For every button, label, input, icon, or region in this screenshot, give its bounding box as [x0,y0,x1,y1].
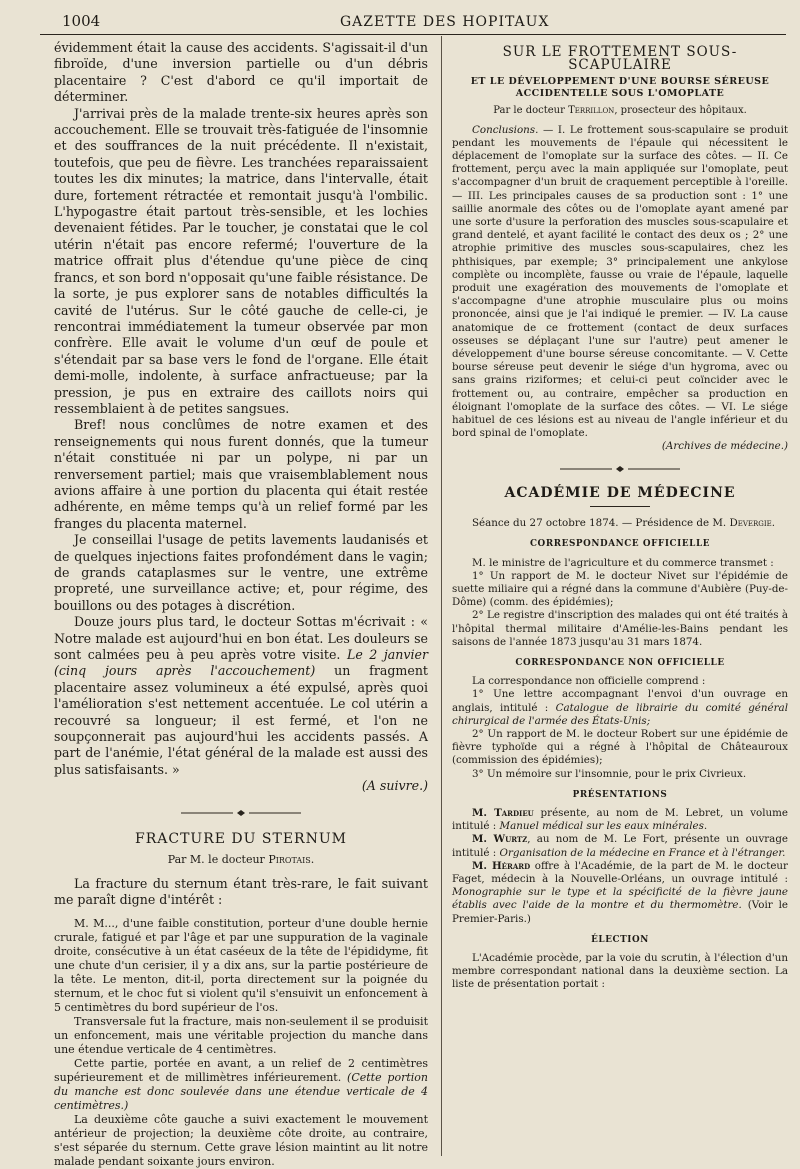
paragraph: M. M..., d'une faible constitution, porteur d'une double hernie crurale, fatigué et par l'âge et par une suppuration de la vaginale droite, consécutive à un état caséeux de la tête de l'épididyme, fit une chute d'un cerisier, il y a dix ans, sur la partie postérieure de la tête. Le menton, dit-il, porta directement sur la poignée du sternum, et le choc fut si violent qu'il s'ensuivit un enfoncement à 5 centimètres du bord supérieur de l'os. [54,916,428,1014]
member-name: M. Wurtz [472,833,528,846]
member-name: M. Tardieu [472,806,534,819]
ornament-divider [452,464,788,477]
article-title: SUR LE FROTTEMENT SOUS-SCAPULAIRE [502,44,738,74]
paragraph [452,860,788,926]
president-name: Devergie. [729,517,775,530]
subsection-heading: CORRESPONDANCE NON OFFICIELLE [515,657,725,668]
italic-run: Monographie sur le type et la spécificité de la fièvre jaune établis avec l'aide de la montre et du thermomètre. [452,886,788,912]
left-column [54,40,428,1168]
paragraph [452,124,788,441]
article-title: FRACTURE DU STERNUM [135,831,347,848]
paragraph [452,833,788,859]
paragraph: La correspondance non officielle comprend : [472,675,706,688]
article-subtitle: ET LE DÉVELOPPEMENT D'UNE BOURSE SÉREUSE ACCIDENTELLE SOUS L'OMOPLATE [470,76,770,100]
article-byline [452,104,788,117]
member-name: M. Hérard [472,859,531,872]
italic-run: Catalogue de librairie du comité général chirurgical de l'armée des États-Unis; [452,701,788,727]
text-run: présente, au nom de M. Lebret, un volume intitulé : [452,806,789,833]
paragraph: 2° Le registre d'inscription des malades qui ont été traités à l'hôpital thermal militaire d'Amélie-les-Bains pendant les saisons de l'année 1873 jusqu'au 31 mars 1874. [452,609,788,648]
italic-run: Manuel médical sur les eaux minérales. [499,820,708,833]
paragraph: La fracture du sternum étant très-rare, le fait suivant me paraît digne d'intérêt : [54,875,428,908]
text-run: Douze jours plus tard, le docteur Sottas m'écrivait : « Notre malade est aujourd'hui en bon état. Les douleurs se sont calmées peu à peu après votre visite. [54,614,428,663]
paragraph: 3° Un mémoire sur l'insomnie, pour le prix Civrieux. [472,767,747,780]
subsection-heading: PRÉSENTATIONS [572,789,668,800]
text-run: un fragment placentaire assez volumineux a été expulsé, après quoi l'amélioration s'est nettement accentuée. Le col utérin a recouvré sa longueur; il est fermé, et l'on ne soupçonnerait pas aujourd'hui les accidents passés. A part de l'anémie, l'état général de la malade est aussi des plus satisfaisants. » [54,663,428,777]
byline-text: Par M. le docteur [167,852,269,866]
italic-run: (Archives de médecine.) [661,440,788,453]
paragraph [452,807,788,833]
italic-run: Organisation de la médecine en France et à l'étranger. [499,846,786,859]
paragraph: M. le ministre de l'agriculture et du commerce transmet : [472,556,774,569]
paragraph: Je conseillai l'usage de petits lavements laudanisés et de quelques injections faites profondément dans le vagin; de grands cataplasmes sur le ventre, une extrême propreté, une surveillance active; et, pour régime, des bouillons ou des potages à discrétion. [54,532,428,613]
text-run: , au nom de M. Le Fort, présente un ouvrage intitulé : [452,833,789,859]
page-number: 1004 [62,12,101,30]
author-name: Terrillon [568,105,615,117]
author-name: Pirotais. [268,852,315,866]
subsection-heading: ÉLECTION [591,934,649,945]
column-divider [441,36,442,1156]
paragraph: évidemment était la cause des accidents. S'agissait-il d'un fibroïde, d'une inversion partielle ou d'un débris placentaire ? C'est d'abord ce qu'il importait de déterminer. [54,40,428,105]
ornament-divider [54,805,428,821]
paragraph [54,1057,428,1113]
source-citation [452,440,788,453]
text-run: offre à l'Académie, de la part de M. le docteur Faget, médecin à la Nouvelle-Orléans, un ouvrage intitulé : [452,859,788,885]
session-line [452,517,788,530]
running-head: GAZETTE DES HOPITAUX [340,14,550,30]
paragraph [452,688,788,728]
paragraph: Bref! nous conclûmes de notre examen et des renseignements qui nous furent donnés, que la tumeur n'était constituée ni par un polype, ni par un renversement partiel; mais que vraisemblablement nous avions affaire à une portion du placenta qui était restée adhérente, en même temps qu'à un relief formé par les franges du placenta maternel. [54,417,428,531]
paragraph: J'arrivai près de la malade trente-six heures après son accouchement. Elle se trouvait très-fatiguée de l'insomnie et des souffrances de la nuit précédente. Il n'existait, toutefois, que peu de fièvre. Les tranchées reparaissaient toutes les dix minutes; la matrice, dans l'intervalle, était dure, fortement rétractée et remontait jusqu'à l'ombilic. L'hypogastre était partout très-sensible, et les lochies devenaient fétides. Par le toucher, je constatai que le col utérin n'était pas encore refermé; l'ouverture de la matrice offrait plus d'étendue qu'une pièce de cinq francs, et son bord n'opposait qu'une faible résistance. De la sorte, je pus explorer sans de notables difficultés la cavité de l'utérus. Sur le côté gauche de celle-ci, je rencontrai immédiatement la tumeur observée par mon confrère. Elle avait le volume d'un œuf de poule et s'étendait par sa base vers le fond de l'organe. Elle était demi-molle, indolente, à surface anfractueuse; par la pression, je pus en extraire des caillots noirs qui ressemblaient à de petites sangsues. [54,105,428,416]
italic-run: Conclusions. [472,123,539,136]
text-run: — I. Le frottement sous-scapulaire se produit pendant les mouvements de l'épaule qui nécessitent le déplacement de l'omoplate sur la surface des côtes. — II. Ce frottement, perçu avec la main appliquée sur l'omoplate, peut s'accompagner d'un bruit de craquement perceptible à l'oreille. — III. Les principales causes de sa production sont : 1° une saillie anormale des côtes ou de l'omoplate ayant amené par une sorte d'usure la perforation des muscles sous-scapulaire et grand dentelé, et ayant facilité le contact des deux os ; 2° une atrophie primitive des muscles sous-scapulaires, chez les phthisiques, par exemple; 3° principalement une ankylose complète ou incomplète, fausse ou vraie de l'épaule, laquelle produit une exagération des mouvements de l'omoplate et s'accompagne d'une atrophie musculaire plus ou moins prononcée, ainsi que je l'ai indiqué le premier. — IV. La cause anatomique de ce frottement (contact de deux surfaces osseuses se déplaçant l'une sur l'autre) peut amener le développement d'une bourse séreuse concomitante. — V. Cette bourse séreuse peut devenir le siége d'un hygroma, avec ou sans grains riziformes; et celui-ci peut coïncider avec le frottement ou, au contraire, empêcher sa production en éloignant l'omoplate de la surface des côtes. — VI. Le siége habituel de ces lésions est au niveau de l'angle inférieur et du bord spinal de l'omoplate. [452,123,788,440]
paragraph [54,614,428,778]
to-be-continued [54,778,428,794]
heading-rule [590,506,650,507]
paragraph: L'Académie procède, par la voie du scrutin, à l'élection d'un membre correspondant national dans la deuxième section. La liste de présentation portait : [452,951,788,991]
subsection-heading: CORRESPONDANCE OFFICIELLE [529,539,711,550]
byline-text: , prosecteur des hôpitaux. [614,105,747,117]
right-column [452,40,788,1160]
paragraph: La deuxième côte gauche a suivi exactement le mouvement antérieur de projection; la deuxième côte droite, au contraire, s'est séparée du sternum. Cette grave lésion maintint au lit notre malade pendant soixante jours environ. [54,1112,428,1168]
paragraph: Transversale fut la fracture, mais non-seulement il se produisit un enfoncement, mais une véritable projection du manche dans une étendue verticale de 4 centimètres. [54,1014,428,1056]
italic-run: Le 2 janvier (cinq jours après l'accouchement) [54,647,428,679]
italic-run: (Cette portion du manche est donc soulevée dans une étendue verticale de 4 centimètres.) [54,1070,428,1112]
paragraph: 1° Un rapport de M. le docteur Nivet sur l'épidémie de suette miliaire qui a régné dans la commune d'Aubière (Puy-de-Dôme) (comm. des épidémies); [452,569,788,609]
text-run: Cette partie, portée en avant, a un relief de 2 centimètres supérieurement et de millimètres inférieurement. [54,1056,428,1084]
italic-run: (A suivre.) [361,778,428,794]
paragraph: 2° Un rapport de M. le docteur Robert sur une épidémie de fièvre typhoïde qui a régné à l'hôpital de Châteauroux (commission des épidémies); [452,727,788,767]
section-heading: ACADÉMIE DE MÉDECINE [504,484,736,501]
byline-text: Par le docteur [493,105,569,117]
text-run: 1° Une lettre accompagnant l'envoi d'un ouvrage en anglais, intitulé : [452,688,788,714]
text-run: Séance du 27 octobre 1874. — Présidence de M. [472,517,730,530]
article-byline [54,852,428,868]
page-header [40,10,786,35]
text-run: (Voir le Premier-Paris.) [452,899,788,925]
